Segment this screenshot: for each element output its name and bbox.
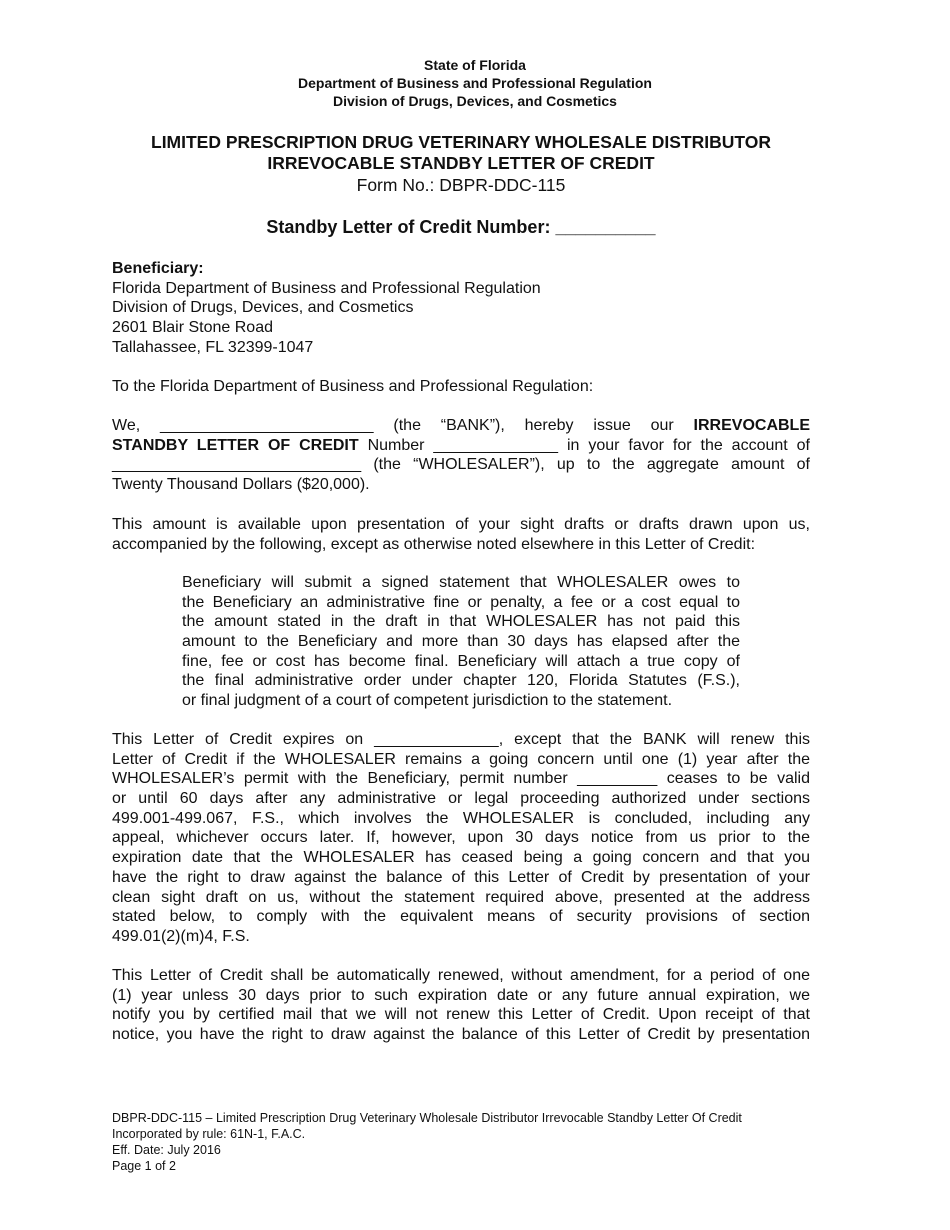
beneficiary-label: Beneficiary:	[112, 260, 204, 277]
footer-form-title: DBPR-DDC-115 – Limited Prescription Drug Veterinary Wholesale Distributor Irrevocable Standby Letter Of Credit	[112, 1111, 742, 1125]
paragraph-line: Letter of Credit if the WHOLESALER remains a going concern until one (1) year after the	[112, 750, 810, 768]
paragraph-renewal	[112, 966, 810, 1045]
paragraph-availability	[112, 515, 810, 554]
paragraph-line: 499.001-499.067, F.S., which involves the WHOLESALER is concluded, including any	[112, 809, 810, 827]
form-title-line1: LIMITED PRESCRIPTION DRUG VETERINARY WHOLESALE DISTRIBUTOR	[151, 132, 771, 152]
beneficiary-line: 2601 Blair Stone Road	[112, 319, 273, 337]
paragraph-line: This amount is available upon presentation of your sight drafts or drafts drawn upon us,	[112, 516, 810, 533]
header-department: Department of Business and Professional Regulation	[298, 75, 652, 91]
header-state: State of Florida	[424, 57, 526, 73]
paragraph-line: Twenty Thousand Dollars ($20,000).	[112, 476, 370, 494]
indented-statement	[182, 573, 740, 711]
paragraph-line	[112, 436, 810, 456]
paragraph-line: This Letter of Credit expires on ______________, except that the BANK will renew this	[112, 731, 810, 748]
paragraph-line: notice, you have the right to draw against the balance of this Letter of Credit by presentation	[112, 1026, 810, 1044]
salutation	[112, 377, 593, 397]
paragraph-line: This Letter of Credit shall be automatically renewed, without amendment, for a period of one	[112, 967, 810, 984]
page-footer	[112, 1110, 742, 1174]
paragraph-line: the Beneficiary an administrative fine or penalty, a fee or a cost equal to	[182, 593, 740, 611]
paragraph-issue	[112, 416, 810, 495]
issue-text: We, ________________________ (the “BANK”), hereby issue our	[112, 417, 674, 434]
issue-text: Number ______________ in your favor for the account of	[367, 436, 810, 454]
paragraph-line: WHOLESALER’s permit with the Beneficiary, permit number _________ ceases to be valid	[112, 770, 810, 788]
paragraph-line: fine, fee or cost has become final. Beneficiary will attach a true copy of	[182, 652, 740, 670]
paragraph-line: notify you by certified mail that we will not renew this Letter of Credit. Upon receipt of that	[112, 1006, 810, 1024]
form-number: Form No.: DBPR-DDC-115	[356, 175, 566, 195]
paragraph-line: accompanied by the following, except as otherwise noted elsewhere in this Letter of Credit:	[112, 535, 756, 553]
header-division: Division of Drugs, Devices, and Cosmetics	[333, 93, 617, 109]
paragraph-line: have the right to draw against the balance of this Letter of Credit by presentation of your	[112, 868, 810, 886]
paragraph-line: the final administrative order under chapter 120, Florida Statutes (F.S.),	[182, 672, 740, 690]
beneficiary-block	[112, 259, 541, 358]
paragraph-line: ____________________________ (the “WHOLESALER”), up to the aggregate amount of	[112, 456, 810, 474]
paragraph-line: or until 60 days after any administrative or legal proceeding authorized under sections	[112, 790, 810, 808]
paragraph-line: the amount stated in the draft in that WHOLESALER has not paid this	[182, 613, 740, 631]
form-title-line2: IRREVOCABLE STANDBY LETTER OF CREDIT	[267, 153, 655, 173]
beneficiary-line: Florida Department of Business and Professional Regulation	[112, 279, 541, 297]
paragraph-line: expiration date that the WHOLESALER has ceased being a going concern and that you	[112, 849, 810, 867]
paragraph-line: 499.01(2)(m)4, F.S.	[112, 927, 250, 945]
paragraph-line: Beneficiary will submit a signed statement that WHOLESALER owes to	[182, 574, 740, 591]
paragraph-line: stated below, to comply with the equivalent means of security provisions of section	[112, 908, 810, 926]
paragraph-line: amount to the Beneficiary and more than 30 days has elapsed after the	[182, 633, 740, 651]
paragraph-line: appeal, whichever occurs later. If, however, upon 30 days notice from us prior to the	[112, 829, 810, 847]
footer-rule: Incorporated by rule: 61N-1, F.A.C.	[112, 1127, 306, 1141]
beneficiary-line: Division of Drugs, Devices, and Cosmetics	[112, 299, 414, 317]
footer-page-number: Page 1 of 2	[112, 1159, 176, 1173]
paragraph-line: clean sight draft on us, without the statement required above, presented at the address	[112, 888, 810, 906]
paragraph-line: (1) year unless 30 days prior to such expiration date or any future annual expiration, we	[112, 986, 810, 1004]
paragraph-line	[112, 416, 810, 436]
salutation-text: To the Florida Department of Business and Professional Regulation:	[112, 378, 594, 395]
beneficiary-line: Tallahassee, FL 32399-1047	[112, 338, 314, 356]
issue-bold-text: STANDBY LETTER OF CREDIT	[112, 436, 359, 454]
issue-bold-text: IRREVOCABLE	[693, 417, 810, 434]
footer-effective-date: Eff. Date: July 2016	[112, 1143, 221, 1157]
standby-number-line: Standby Letter of Credit Number: __________	[266, 217, 656, 237]
paragraph-expiration	[112, 730, 810, 947]
paragraph-line: or final judgment of a court of competent jurisdiction to the statement.	[182, 692, 673, 710]
